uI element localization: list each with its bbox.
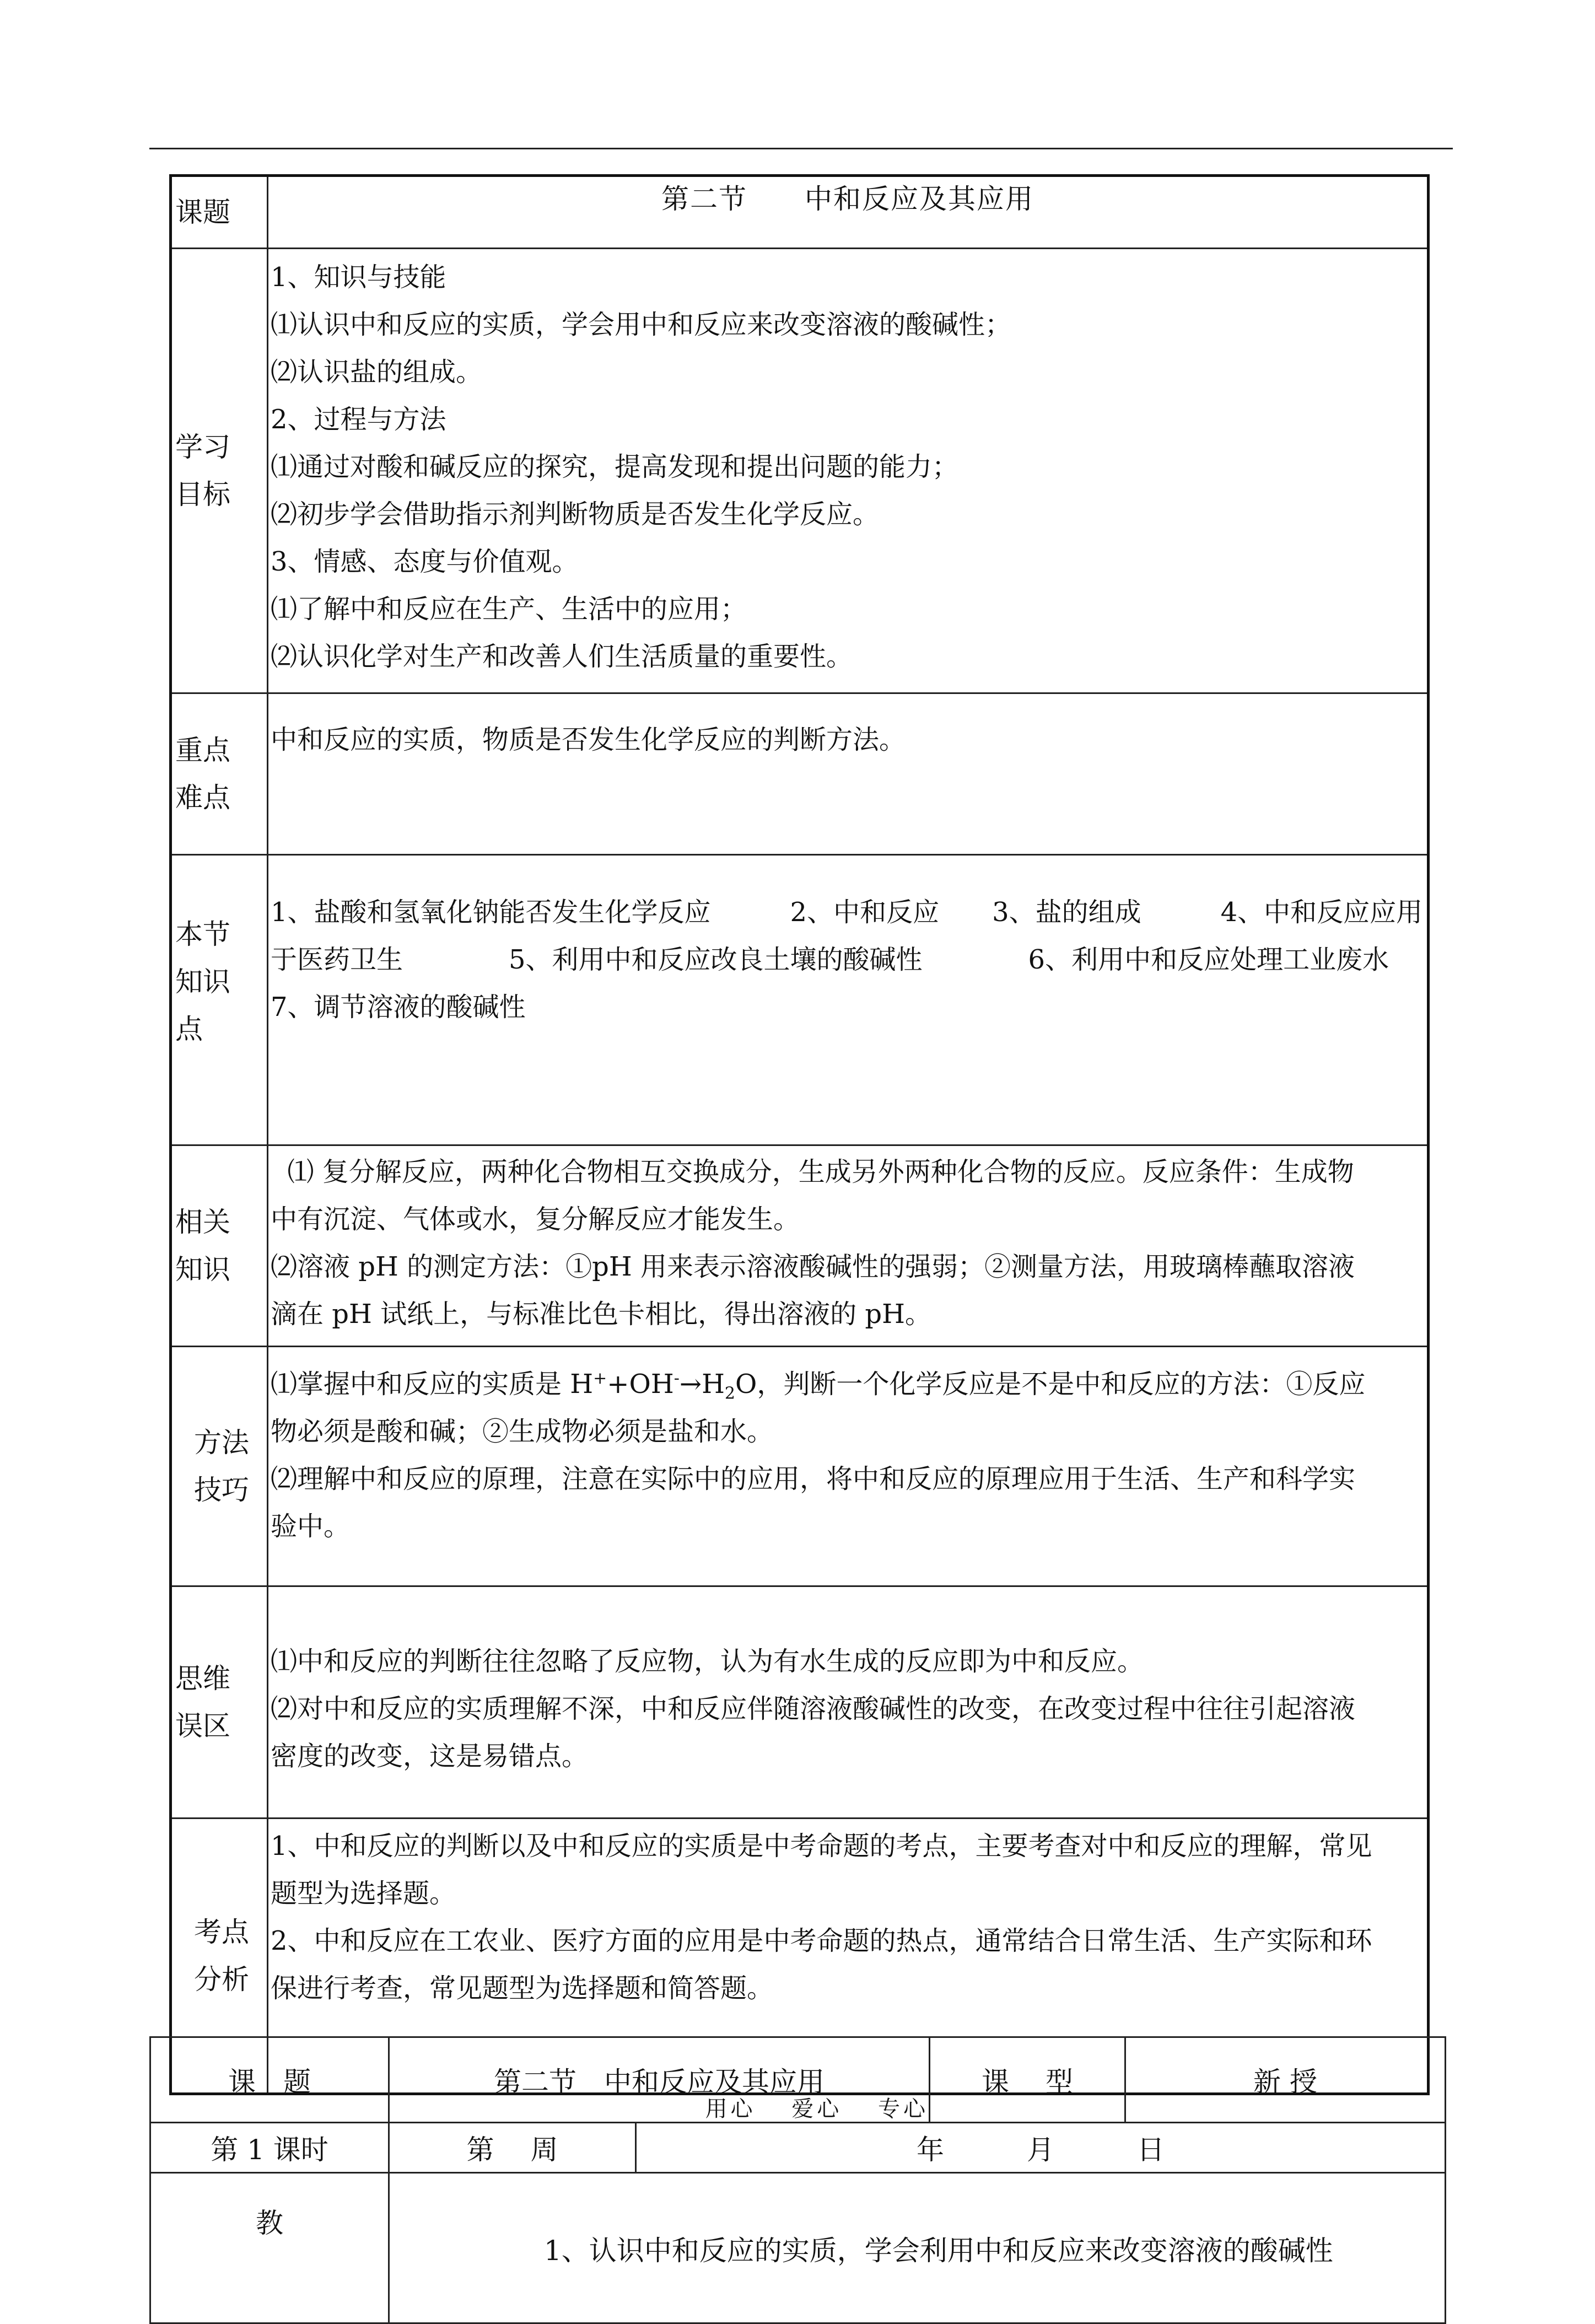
header-rule: [149, 148, 1453, 149]
lesson-plan-table: [149, 2036, 1446, 2324]
mistakes-content: [268, 1586, 1429, 1819]
knowledge-line: 于医药卫生 5、利用中和反应改良土壤的酸碱性 6、利用中和反应处理工业废水: [271, 944, 1389, 975]
lesson-summary-table: [169, 174, 1430, 2095]
mistakes-label: 思维 误区: [171, 1586, 268, 1819]
objective-line: ⑵认识盐的组成。: [271, 357, 483, 388]
related-line: ⑵溶液 pH 的测定方法：①pH 用来表示溶液酸碱性的强弱；②测量方法，用玻璃棒蘸取溶液: [271, 1251, 1355, 1282]
knowledge-line: 1、盐酸和氢氧化钠能否发生化学反应 2、中和反应 3、盐的组成 4、中和反应应用: [271, 897, 1423, 928]
title-label: 课题: [171, 176, 268, 249]
mistake-line: ⑴中和反应的判断往往忽略了反应物，认为有水生成的反应即为中和反应。: [271, 1646, 1144, 1677]
knowledge-line: 7、调节溶液的酸碱性: [271, 992, 526, 1023]
mistake-line: ⑵对中和反应的实质理解不深，中和反应伴随溶液酸碱性的改变，在改变过程中往往引起溶液: [271, 1693, 1356, 1724]
related-content: [268, 1145, 1429, 1347]
lesson-title: 第二节 中和反应及其应用: [268, 176, 1429, 249]
mistake-line: 密度的改变，这是易错点。: [271, 1741, 589, 1772]
objective-line: ⑵认识化学对生产和改善人们生活质量的重要性。: [271, 641, 853, 672]
exam-line: 题型为选择题。: [271, 1878, 456, 1909]
knowledge-points-label: 本节 知识 点: [171, 855, 268, 1145]
teaching-objective: 1、认识中和反应的实质，学会利用中和反应来改变溶液的酸碱性: [389, 2173, 1446, 2323]
knowledge-points-content: [268, 855, 1429, 1145]
plan-title: 第二节 中和反应及其应用: [494, 2066, 825, 2098]
exam-line: 2、中和反应在工农业、医疗方面的应用是中考命题的热点，通常结合日常生活、生产实际和环: [271, 1925, 1372, 1956]
exam-line: 保进行考查，常见题型为选择题和简答题。: [271, 1973, 774, 2004]
row-related-knowledge: [171, 1145, 1429, 1347]
plan-row-3: [150, 2173, 1446, 2323]
objective-line: ⑴了解中和反应在生产、生活中的应用；: [271, 594, 747, 625]
row-methods: [171, 1347, 1429, 1586]
objective-line: ⑴通过对酸和碱反应的探究，提高发现和提出问题的能力；: [271, 451, 959, 482]
plan-row-2: [150, 2123, 1446, 2173]
related-line: 中有沉淀、气体或水，复分解反应才能发生。: [271, 1204, 800, 1235]
period-cell: 第 1 课时: [150, 2123, 389, 2173]
objective-line: ⑵初步学会借助指示剂判断物质是否发生化学反应。: [271, 499, 880, 530]
methods-line-3: ⑵理解中和反应的原理，注意在实际中的应用，将中和反应的原理应用于生活、生产和科学实: [271, 1464, 1356, 1494]
methods-content: [268, 1347, 1429, 1586]
key-points-label: 重点 难点: [171, 693, 268, 855]
objective-line: 3、情感、态度与价值观。: [271, 546, 579, 577]
row-key-points: [171, 693, 1429, 855]
page-footer-text: 用心 爱心 专心: [705, 2096, 929, 2122]
teaching-label: 教: [150, 2173, 389, 2323]
week-cell: 第 周: [389, 2123, 636, 2173]
methods-line-4: 验中。: [271, 1511, 351, 1542]
objective-line: 1、知识与技能: [271, 262, 446, 293]
exam-label: 考点 分析: [171, 1819, 268, 2094]
objective-line: ⑴认识中和反应的实质，学会用中和反应来改变溶液的酸碱性；: [271, 309, 1012, 340]
plan-title-label: 课 题: [150, 2037, 389, 2123]
plan-title-cell: [389, 2037, 930, 2123]
objectives-label: 学习 目标: [171, 249, 268, 693]
methods-line-2: 物必须是酸和碱；②生成物必须是盐和水。: [271, 1416, 774, 1447]
plan-row-1: [150, 2037, 1446, 2123]
objectives-content: [268, 249, 1429, 693]
key-points-content: 中和反应的实质，物质是否发生化学反应的判断方法。: [268, 693, 1429, 855]
methods-label: 方法 技巧: [171, 1347, 268, 1586]
related-label: 相关 知识: [171, 1145, 268, 1347]
row-mistakes: [171, 1586, 1429, 1819]
date-cell: 年 月 日: [636, 2123, 1446, 2173]
lesson-type-value: 新 授: [1125, 2037, 1446, 2123]
exam-line: 1、中和反应的判断以及中和反应的实质是中考命题的考点，主要考查对中和反应的理解，常见: [271, 1831, 1372, 1862]
related-line: 滴在 pH 试纸上，与标准比色卡相比，得出溶液的 pH。: [271, 1299, 931, 1330]
methods-line-1: ⑴掌握中和反应的实质是 $H^++OH^-\to H_2O$，判断一个化学反应是不是中和反应的方法：①反应: [271, 1369, 1366, 1403]
related-line: ⑴ 复分解反应，两种化合物相互交换成分，生成另外两种化合物的反应。反应条件：生成物: [271, 1156, 1354, 1187]
row-objectives: [171, 249, 1429, 693]
objective-line: 2、过程与方法: [271, 404, 446, 435]
row-knowledge-points: [171, 855, 1429, 1145]
row-title: [171, 176, 1429, 249]
lesson-type-label: 课 型: [930, 2037, 1125, 2123]
